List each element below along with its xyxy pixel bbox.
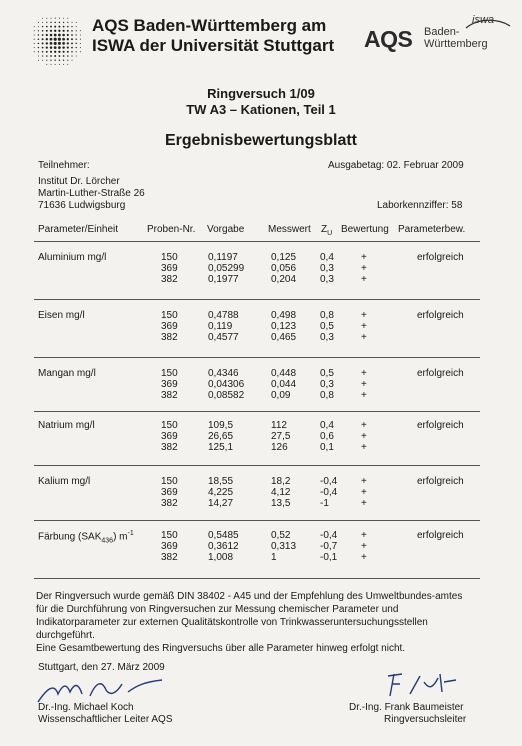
logo-dot	[62, 42, 65, 45]
logo-dot	[42, 55, 43, 56]
rating: +	[361, 442, 367, 453]
logo-dot	[46, 38, 48, 40]
measured-value: 4,12	[271, 487, 291, 498]
z-score: -0,4	[320, 530, 338, 541]
rating: +	[361, 252, 367, 263]
signature-left-name: Dr.-Ing. Michael Koch	[38, 702, 134, 713]
target-value: 0,04306	[208, 379, 245, 390]
probe-number: 150	[161, 476, 178, 487]
logo-dot	[71, 34, 73, 36]
probe-number: 382	[161, 332, 178, 343]
logo-dot	[38, 60, 39, 61]
target-value: 0,4346	[208, 368, 239, 379]
target-value: 14,27	[208, 498, 234, 509]
table-bottom-rule	[34, 578, 480, 579]
parameter-result: erfolgreich	[417, 420, 464, 431]
logo-dot	[67, 34, 69, 36]
target-value: 0,119	[208, 321, 233, 332]
z-score: 0,3	[320, 263, 334, 274]
logo-dot	[50, 18, 51, 19]
logo-dot	[58, 46, 61, 49]
logo-dot	[50, 46, 53, 49]
aqs-logo-subtext-2: Württemberg	[424, 38, 488, 50]
logo-dot	[38, 51, 39, 52]
probe-number: 369	[161, 541, 178, 552]
logo-dot	[54, 26, 56, 28]
logo-dot	[50, 51, 52, 53]
parameter-result: erfolgreich	[417, 530, 464, 541]
logo-dot	[54, 42, 57, 45]
logo-dot	[80, 39, 81, 40]
logo-dot	[67, 64, 68, 65]
rating: +	[361, 431, 367, 442]
z-score: -1	[320, 498, 329, 509]
participant-street: Martin-Luther-Straße 26	[38, 188, 145, 199]
group-divider	[34, 465, 480, 466]
logo-dot	[34, 39, 35, 40]
col-header-parameterbew: Parameterbew.	[398, 224, 466, 235]
footer-paragraph-2: Eine Gesamtbewertung des Ringversuchs über alle Parameter hinweg erfolgt nicht.	[36, 643, 406, 654]
measured-value: 0,123	[271, 321, 297, 332]
logo-dot	[54, 38, 57, 41]
logo-dot	[50, 30, 52, 32]
target-value: 0,4788	[208, 310, 239, 321]
probe-number: 150	[161, 252, 178, 263]
organization-line-2: ISWA der Universität Stuttgart	[92, 36, 335, 55]
target-value: 4,225	[208, 487, 234, 498]
measured-value: 0,044	[271, 379, 297, 390]
logo-dot	[59, 64, 60, 65]
rating: +	[361, 498, 367, 509]
logo-dot	[42, 34, 44, 36]
logo-dot	[46, 34, 48, 36]
logo-dot	[42, 22, 43, 23]
group-divider	[34, 357, 480, 358]
rating: +	[361, 332, 367, 343]
logo-dot	[76, 47, 77, 48]
rating: +	[361, 476, 367, 487]
rating: +	[361, 274, 367, 285]
logo-dot	[38, 56, 39, 57]
logo-dot	[63, 30, 65, 32]
iswa-swoosh-icon	[464, 16, 512, 30]
logo-dot	[76, 22, 77, 23]
logo-dot	[38, 26, 39, 27]
logo-dot	[71, 26, 72, 27]
logo-dot	[63, 64, 64, 65]
logo-dot	[58, 38, 61, 41]
logo-dot	[71, 47, 73, 49]
logo-dot	[63, 18, 64, 19]
target-value: 0,1197	[208, 252, 238, 263]
z-score: -0,4	[320, 487, 338, 498]
logo-dot	[34, 26, 35, 27]
logo-dot	[80, 47, 81, 48]
measured-value: 0,056	[271, 263, 297, 274]
logo-dot	[50, 34, 53, 37]
probe-number: 150	[161, 368, 178, 379]
rating: +	[361, 552, 367, 563]
logo-dot	[62, 38, 65, 41]
logo-dot	[76, 56, 77, 57]
parameter-name: Mangan mg/l	[38, 368, 96, 379]
logo-dot	[42, 51, 44, 53]
participant-name: Institut Dr. Lörcher	[38, 176, 120, 187]
logo-dot	[50, 55, 52, 57]
z-score: -0,7	[320, 541, 338, 552]
logo-dot	[72, 22, 73, 23]
probe-number: 382	[161, 442, 178, 453]
target-value: 0,08582	[208, 390, 245, 401]
rating: +	[361, 390, 367, 401]
logo-dot	[67, 47, 69, 49]
z-score: 0,3	[320, 332, 334, 343]
logo-dot	[46, 30, 48, 32]
logo-dot	[34, 43, 35, 44]
signature-left-role: Wissenschaftlicher Leiter AQS	[38, 714, 173, 725]
measured-value: 0,313	[271, 541, 297, 552]
measured-value: 112	[271, 420, 287, 431]
z-score: 0,8	[320, 310, 334, 321]
z-score: 0,1	[320, 442, 334, 453]
logo-dot	[54, 59, 55, 60]
signature-right-icon	[380, 668, 470, 702]
logo-dot	[50, 22, 51, 23]
probe-number: 369	[161, 487, 178, 498]
issue-date: Ausgabetag: 02. Februar 2009	[328, 160, 464, 171]
logo-dot	[46, 60, 47, 61]
participant-city: 71636 Ludwigsburg	[38, 200, 126, 211]
logo-dot	[63, 51, 65, 53]
organization-line-1: AQS Baden-Württemberg am	[92, 16, 327, 35]
logo-dot	[50, 42, 53, 45]
z-score: 0,3	[320, 274, 334, 285]
col-header-bewertung: Bewertung	[341, 224, 389, 235]
z-score: 0,5	[320, 321, 334, 332]
participant-label: Teilnehmer:	[38, 160, 90, 171]
logo-dot	[54, 55, 56, 57]
logo-dot	[58, 42, 61, 45]
target-value: 0,1977	[208, 274, 239, 285]
logo-dot	[46, 42, 48, 44]
probe-number: 382	[161, 390, 178, 401]
logo-dot	[71, 30, 73, 32]
logo-dot	[46, 64, 47, 65]
logo-dot	[42, 18, 43, 19]
col-header-vorgabe: Vorgabe	[207, 224, 245, 235]
logo-dot	[71, 55, 72, 56]
logo-dot	[42, 38, 44, 40]
logo-dot	[42, 30, 44, 32]
probe-number: 150	[161, 310, 178, 321]
target-value: 109,5	[208, 420, 234, 431]
measured-value: 0,52	[271, 530, 291, 541]
col-header-probe: Proben-Nr.	[147, 224, 196, 235]
probe-number: 150	[161, 530, 178, 541]
signature-right-role: Ringversuchsleiter	[384, 714, 467, 725]
parameter-name: Natrium mg/l	[38, 420, 95, 431]
logo-dot	[54, 46, 57, 49]
probe-number: 382	[161, 552, 178, 563]
logo-dot	[38, 47, 39, 48]
probe-number: 382	[161, 274, 178, 285]
target-value: 1,008	[208, 552, 234, 563]
logo-dot	[67, 55, 69, 57]
col-header-parameter: Parameter/Einheit	[38, 224, 119, 235]
aqs-logo-subtext-1: Baden-	[424, 26, 460, 38]
logo-dot	[34, 47, 35, 48]
logo-dot	[42, 60, 43, 61]
logo-dot	[42, 42, 44, 44]
logo-dot	[67, 30, 69, 32]
logo-dot	[55, 18, 56, 19]
rating: +	[361, 368, 367, 379]
probe-number: 369	[161, 379, 178, 390]
document-title: Ergebnisbewertungsblatt	[164, 132, 358, 149]
parameter-result: erfolgreich	[417, 368, 464, 379]
measured-value: 0,09	[271, 390, 291, 401]
col-header-z: $Z_U$	[321, 224, 333, 237]
logo-dot	[76, 26, 77, 27]
probe-number: 382	[161, 498, 178, 509]
logo-dot	[46, 51, 48, 53]
logo-dot	[72, 60, 73, 61]
parameter-result: erfolgreich	[417, 476, 464, 487]
z-score: 0,8	[320, 390, 334, 401]
parameter-name: Eisen mg/l	[38, 310, 85, 321]
logo-dot	[54, 30, 56, 32]
measured-value: 13,5	[271, 498, 291, 509]
z-score: 0,6	[320, 431, 334, 442]
group-divider	[34, 520, 480, 521]
logo-dot	[67, 60, 68, 61]
logo-dot	[38, 43, 40, 45]
z-score: 0,4	[320, 420, 334, 431]
logo-dot	[67, 26, 69, 28]
logo-dot	[62, 34, 65, 37]
rating: +	[361, 263, 367, 274]
target-value: 26,65	[208, 431, 234, 442]
probe-number: 150	[161, 420, 178, 431]
logo-dot	[80, 35, 81, 36]
logo-dot	[46, 47, 48, 49]
rating: +	[361, 541, 367, 552]
measured-value: 18,2	[271, 476, 291, 487]
logo-dot	[54, 34, 57, 37]
rating: +	[361, 310, 367, 321]
target-value: 125,1	[208, 442, 234, 453]
aqs-logo-text: AQS	[364, 26, 413, 52]
logo-dot	[38, 30, 39, 31]
probe-number: 369	[161, 321, 178, 332]
logo-dot	[67, 51, 69, 53]
logo-dot	[63, 55, 65, 57]
logo-dot	[71, 38, 73, 40]
lab-id: Laborkennziffer: 58	[377, 200, 463, 211]
logo-dot	[76, 51, 77, 52]
iswa-logo-text: iswa	[472, 14, 495, 26]
round-robin-title: Ringversuch 1/09	[207, 86, 315, 101]
logo-dot	[63, 22, 64, 23]
logo-dot	[58, 34, 61, 37]
logo-dot	[76, 34, 77, 35]
logo-dot	[75, 43, 76, 44]
rating: +	[361, 321, 367, 332]
logo-dot	[58, 26, 60, 28]
logo-dot	[46, 26, 48, 28]
z-score: 0,4	[320, 252, 334, 263]
group-divider	[34, 299, 480, 300]
aqs-dot-logo	[28, 12, 86, 70]
logo-dot	[38, 38, 40, 40]
logo-dot	[54, 22, 56, 24]
logo-dot	[63, 60, 64, 61]
logo-dot	[34, 51, 35, 52]
signature-right-name: Dr.-Ing. Frank Baumeister	[349, 702, 464, 713]
target-value: 0,3612	[208, 541, 239, 552]
logo-dot	[38, 22, 39, 23]
group-divider	[34, 411, 480, 412]
logo-dot	[50, 26, 52, 28]
logo-dot	[58, 30, 60, 32]
logo-dot	[46, 18, 47, 19]
parameter-name: Aluminium mg/l	[38, 252, 107, 263]
z-score: -0,4	[320, 476, 338, 487]
measured-value: 126	[271, 442, 288, 453]
logo-dot	[80, 30, 81, 31]
rating: +	[361, 530, 367, 541]
measured-value: 0,125	[271, 252, 297, 263]
logo-dot	[63, 26, 65, 28]
measured-value: 0,204	[271, 274, 297, 285]
logo-dot	[71, 42, 73, 44]
z-score: 0,3	[320, 379, 334, 390]
z-score: 0,5	[320, 368, 334, 379]
logo-dot	[34, 30, 35, 31]
logo-dot	[71, 51, 73, 53]
logo-dot	[67, 22, 68, 23]
logo-dot	[58, 55, 60, 57]
measured-value: 0,465	[271, 332, 297, 343]
target-value: 0,05299	[208, 263, 245, 274]
col-header-messwert: Messwert	[268, 224, 311, 235]
measured-value: 1	[271, 552, 277, 563]
parameter-name: Färbung $(SAK_{436})$ $m^{-1}$	[38, 530, 134, 545]
organization-title	[92, 16, 334, 56]
rating: +	[361, 487, 367, 498]
logo-dot	[67, 18, 68, 19]
logo-dot	[80, 43, 81, 44]
logo-dot	[51, 64, 52, 65]
logo-dot	[46, 22, 47, 23]
logo-dot	[59, 22, 61, 24]
table-header-rule	[34, 241, 480, 242]
parameter-result: erfolgreich	[417, 252, 464, 263]
logo-dot	[58, 51, 60, 53]
measured-value: 27,5	[271, 431, 291, 442]
logo-dot	[62, 46, 64, 48]
logo-dot	[75, 38, 76, 39]
probe-number: 369	[161, 431, 178, 442]
z-score: -0,1	[320, 552, 338, 563]
logo-dot	[34, 34, 35, 35]
logo-dot	[46, 55, 48, 57]
target-value: 18,55	[208, 476, 234, 487]
footer-text	[36, 590, 476, 655]
target-value: 0,5485	[208, 530, 239, 541]
logo-dot	[76, 30, 77, 31]
aqs-logo	[364, 14, 514, 58]
rating: +	[361, 379, 367, 390]
logo-dot	[42, 26, 43, 27]
logo-dot	[59, 18, 60, 19]
footer-paragraph-1: Der Ringversuch wurde gemäß DIN 38402 - A45 und der Empfehlung des Umweltbundes-amtes für die Durchführung von Ringversuchen zur Messung chemischer Parameter und Indikatorparameter zur externen Qualitätskontrolle von Trinkwasseruntersuchungsstellen durchgeführt.	[36, 591, 463, 641]
measured-value: 0,448	[271, 368, 297, 379]
logo-dot	[42, 47, 44, 49]
logo-dot	[38, 34, 39, 35]
parameter-name: Kalium mg/l	[38, 476, 91, 487]
logo-dot	[67, 38, 69, 40]
logo-dot	[80, 51, 81, 52]
rating: +	[361, 420, 367, 431]
logo-dot	[50, 60, 51, 61]
target-value: 0,4577	[208, 332, 239, 343]
logo-dot	[59, 59, 60, 60]
logo-dot	[67, 42, 69, 44]
logo-dot	[55, 64, 56, 65]
round-robin-subtitle: TW A3 – Kationen, Teil 1	[186, 102, 336, 117]
place-date: Stuttgart, den 27. März 2009	[38, 662, 165, 673]
logo-dot	[54, 51, 56, 53]
parameter-result: erfolgreich	[417, 310, 464, 321]
logo-dot	[50, 38, 53, 41]
measured-value: 0,498	[271, 310, 297, 321]
probe-number: 369	[161, 263, 178, 274]
